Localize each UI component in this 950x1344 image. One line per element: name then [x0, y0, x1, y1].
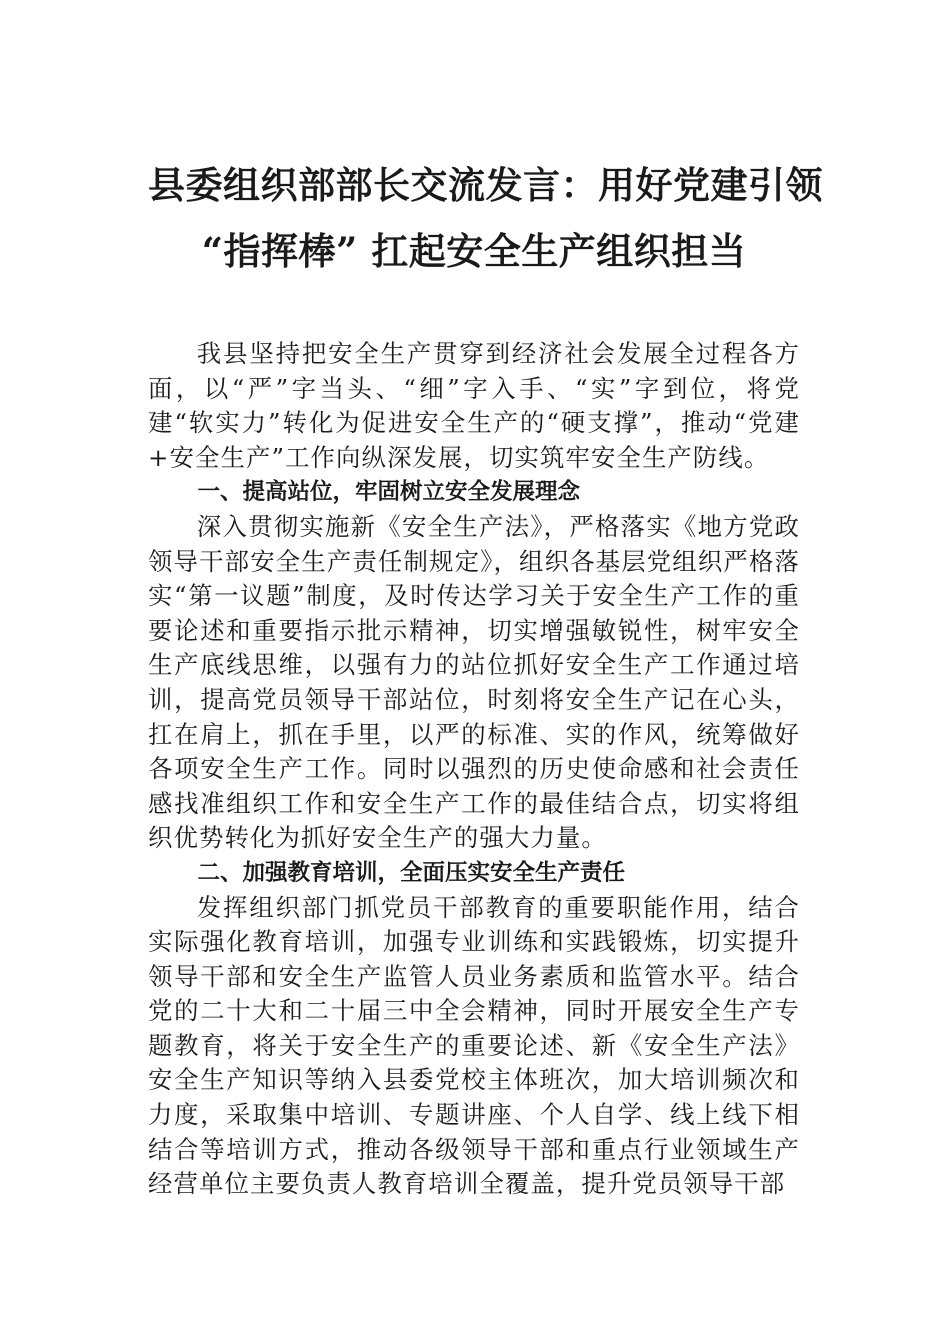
document-title	[148, 155, 823, 281]
title-line-1: 县委组织部部长交流发言：用好党建引领	[148, 163, 823, 207]
section-heading-1: 一、提高站位，牢固树立安全发展理念	[197, 479, 581, 506]
document-body	[148, 337, 800, 1202]
section-1-paragraph: 深入贯彻实施新《安全生产法》，严格落实《地方党政领导干部安全生产责任制规定》，组织各基层党组织严格落实“第一议题”制度，及时传达学习关于安全生产工作的重要论述和重要指示批示精神，切实增强敏锐性，树牢安全生产底线思维，以强有力的站位抓好安全生产工作通过培训，提高党员领导干部站位，时刻将安全生产记在心头，扛在肩上，抓在手里，以严的标准、实的作风，统筹做好各项安全生产工作。同时以强烈的历史使命感和社会责任感找准组织工作和安全生产工作的最佳结合点，切实将组织优势转化为抓好安全生产的强大力量。	[148, 511, 800, 853]
section-heading-2: 二、加强教育培训，全面压实安全生产责任	[197, 859, 626, 886]
intro-paragraph: 我县坚持把安全生产贯穿到经济社会发展全过程各方面，以“严”字当头、“细”字入手、“实”字到位，将党建“软实力”转化为促进安全生产的“硬支撑”，推动“党建+安全生产”工作向纵深发展，切实筑牢安全生产防线。	[148, 339, 800, 472]
section-2-paragraph: 发挥组织部门抓党员干部教育的重要职能作用，结合实际强化教育培训，加强专业训练和实践锻炼，切实提升领导干部和安全生产监管人员业务素质和监管水平。结合党的二十大和二十届三中全会精神，同时开展安全生产专题教育，将关于安全生产的重要论述、新《安全生产法》安全生产知识等纳入县委党校主体班次，加大培训频次和力度，采取集中培训、专题讲座、个人自学、线上线下相结合等培训方式，推动各级领导干部和重点行业领域生产经营单位主要负责人教育培训全覆盖，提升党员领导干部	[148, 892, 800, 1199]
title-line-2: “指挥棒” 扛起安全生产组织担当	[201, 229, 747, 273]
